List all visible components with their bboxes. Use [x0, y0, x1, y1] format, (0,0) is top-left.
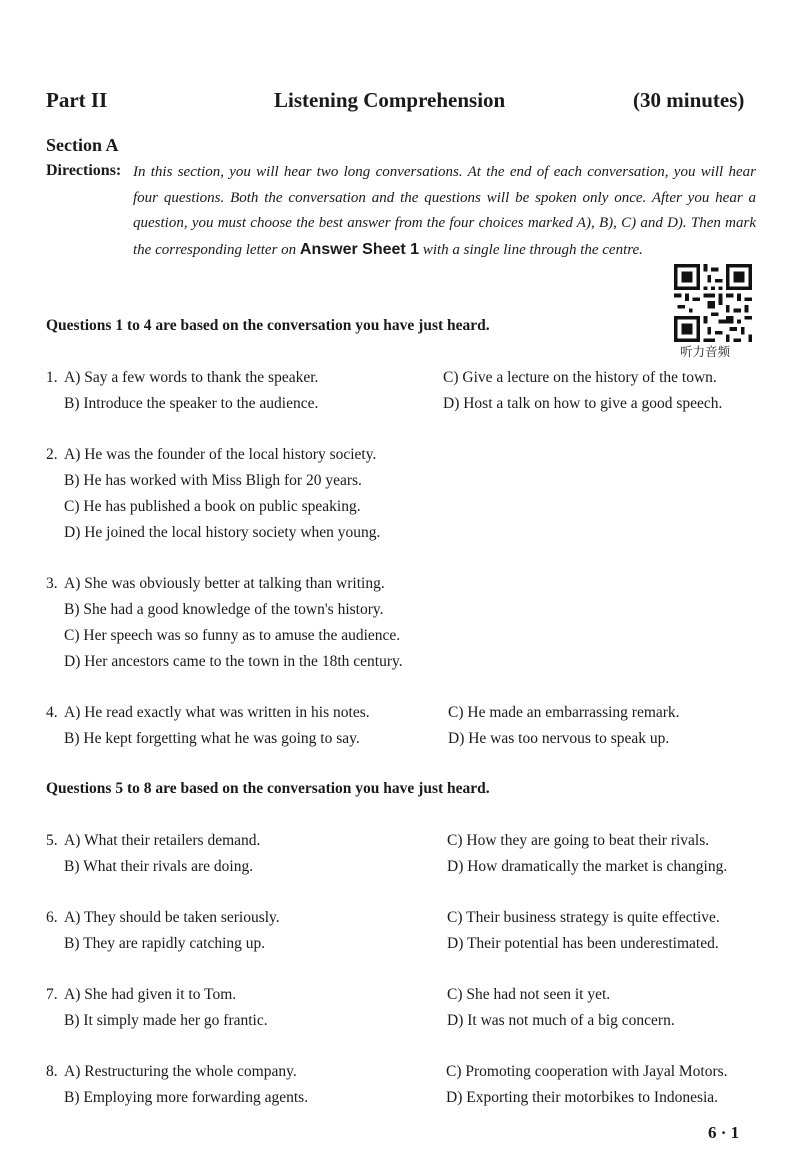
question-number: 1.: [46, 369, 58, 386]
time-limit: (30 minutes): [633, 88, 745, 112]
question-set-heading: Questions 5 to 8 are based on the conversation you have just heard.: [46, 780, 490, 797]
option-a: A) He was the founder of the local history society.: [64, 446, 377, 463]
option-b: B) He has worked with Miss Bligh for 20 years.: [64, 472, 362, 489]
option-a: A) They should be taken seriously.: [64, 909, 280, 926]
option-d: D) He joined the local history society when young.: [64, 524, 381, 541]
option-a: A) Say a few words to thank the speaker.: [64, 369, 319, 386]
option-b: B) What their rivals are doing.: [64, 858, 254, 875]
directions-text-after: with a single line through the centre.: [419, 241, 643, 258]
directions-text: [133, 160, 756, 263]
option-c: C) He has published a book on public speaking.: [64, 498, 361, 515]
question-number: 7.: [46, 986, 58, 1003]
option-a: A) She had given it to Tom.: [64, 986, 237, 1003]
option-d: D) It was not much of a big concern.: [447, 1012, 675, 1029]
page-title: Listening Comprehension: [274, 88, 506, 112]
qr-caption: 听力音频: [680, 344, 731, 359]
option-d: D) How dramatically the market is changing.: [447, 858, 728, 875]
option-b: B) He kept forgetting what he was going to say.: [64, 730, 360, 747]
option-b: B) She had a good knowledge of the town's history.: [64, 601, 384, 618]
section-heading: Section A: [46, 135, 119, 155]
option-c: C) How they are going to beat their rivals.: [447, 832, 710, 849]
option-c: C) He made an embarrassing remark.: [448, 704, 680, 721]
question-number: 5.: [46, 832, 58, 849]
option-c: C) Give a lecture on the history of the town.: [443, 369, 717, 386]
option-a: A) What their retailers demand.: [64, 832, 261, 849]
question-set-heading: Questions 1 to 4 are based on the conversation you have just heard.: [46, 317, 490, 334]
question-number: 3.: [46, 575, 58, 592]
option-d: D) Her ancestors came to the town in the 18th century.: [64, 653, 403, 670]
directions-label: Directions:: [46, 162, 122, 179]
option-d: D) Exporting their motorbikes to Indonesia.: [446, 1089, 719, 1106]
part-label: Part II: [46, 88, 108, 112]
option-d: D) Their potential has been underestimated.: [447, 935, 719, 952]
directions-text-before: In this section, you will hear two long conversations. At the end of each conversation, you will hear four questions. Both the conversation and the questions will be spoken only once. After you hear a question, you must choose the best answer from the four choices marked A), B), C) and D). Then mark the corresponding letter on: [133, 164, 756, 258]
question-number: 4.: [46, 704, 58, 721]
option-a: A) She was obviously better at talking than writing.: [64, 575, 385, 592]
page-number: 6 · 1: [708, 1123, 740, 1142]
option-b: B) Employing more forwarding agents.: [64, 1089, 309, 1106]
option-d: D) Host a talk on how to give a good speech.: [443, 395, 723, 412]
option-c: C) Promoting cooperation with Jayal Motors.: [446, 1063, 728, 1080]
option-d: D) He was too nervous to speak up.: [448, 730, 670, 747]
option-c: C) She had not seen it yet.: [447, 986, 611, 1003]
answer-sheet-label: Answer Sheet 1: [299, 240, 420, 258]
option-c: C) Their business strategy is quite effective.: [447, 909, 720, 926]
option-b: B) They are rapidly catching up.: [64, 935, 266, 952]
qr-code-icon[interactable]: [674, 264, 752, 342]
option-b: B) It simply made her go frantic.: [64, 1012, 268, 1029]
question-number: 2.: [46, 446, 58, 463]
option-a: A) Restructuring the whole company.: [64, 1063, 297, 1080]
question-number: 8.: [46, 1063, 58, 1080]
option-a: A) He read exactly what was written in his notes.: [64, 704, 370, 721]
option-b: B) Introduce the speaker to the audience.: [64, 395, 319, 412]
question-number: 6.: [46, 909, 58, 926]
option-c: C) Her speech was so funny as to amuse the audience.: [64, 627, 401, 644]
